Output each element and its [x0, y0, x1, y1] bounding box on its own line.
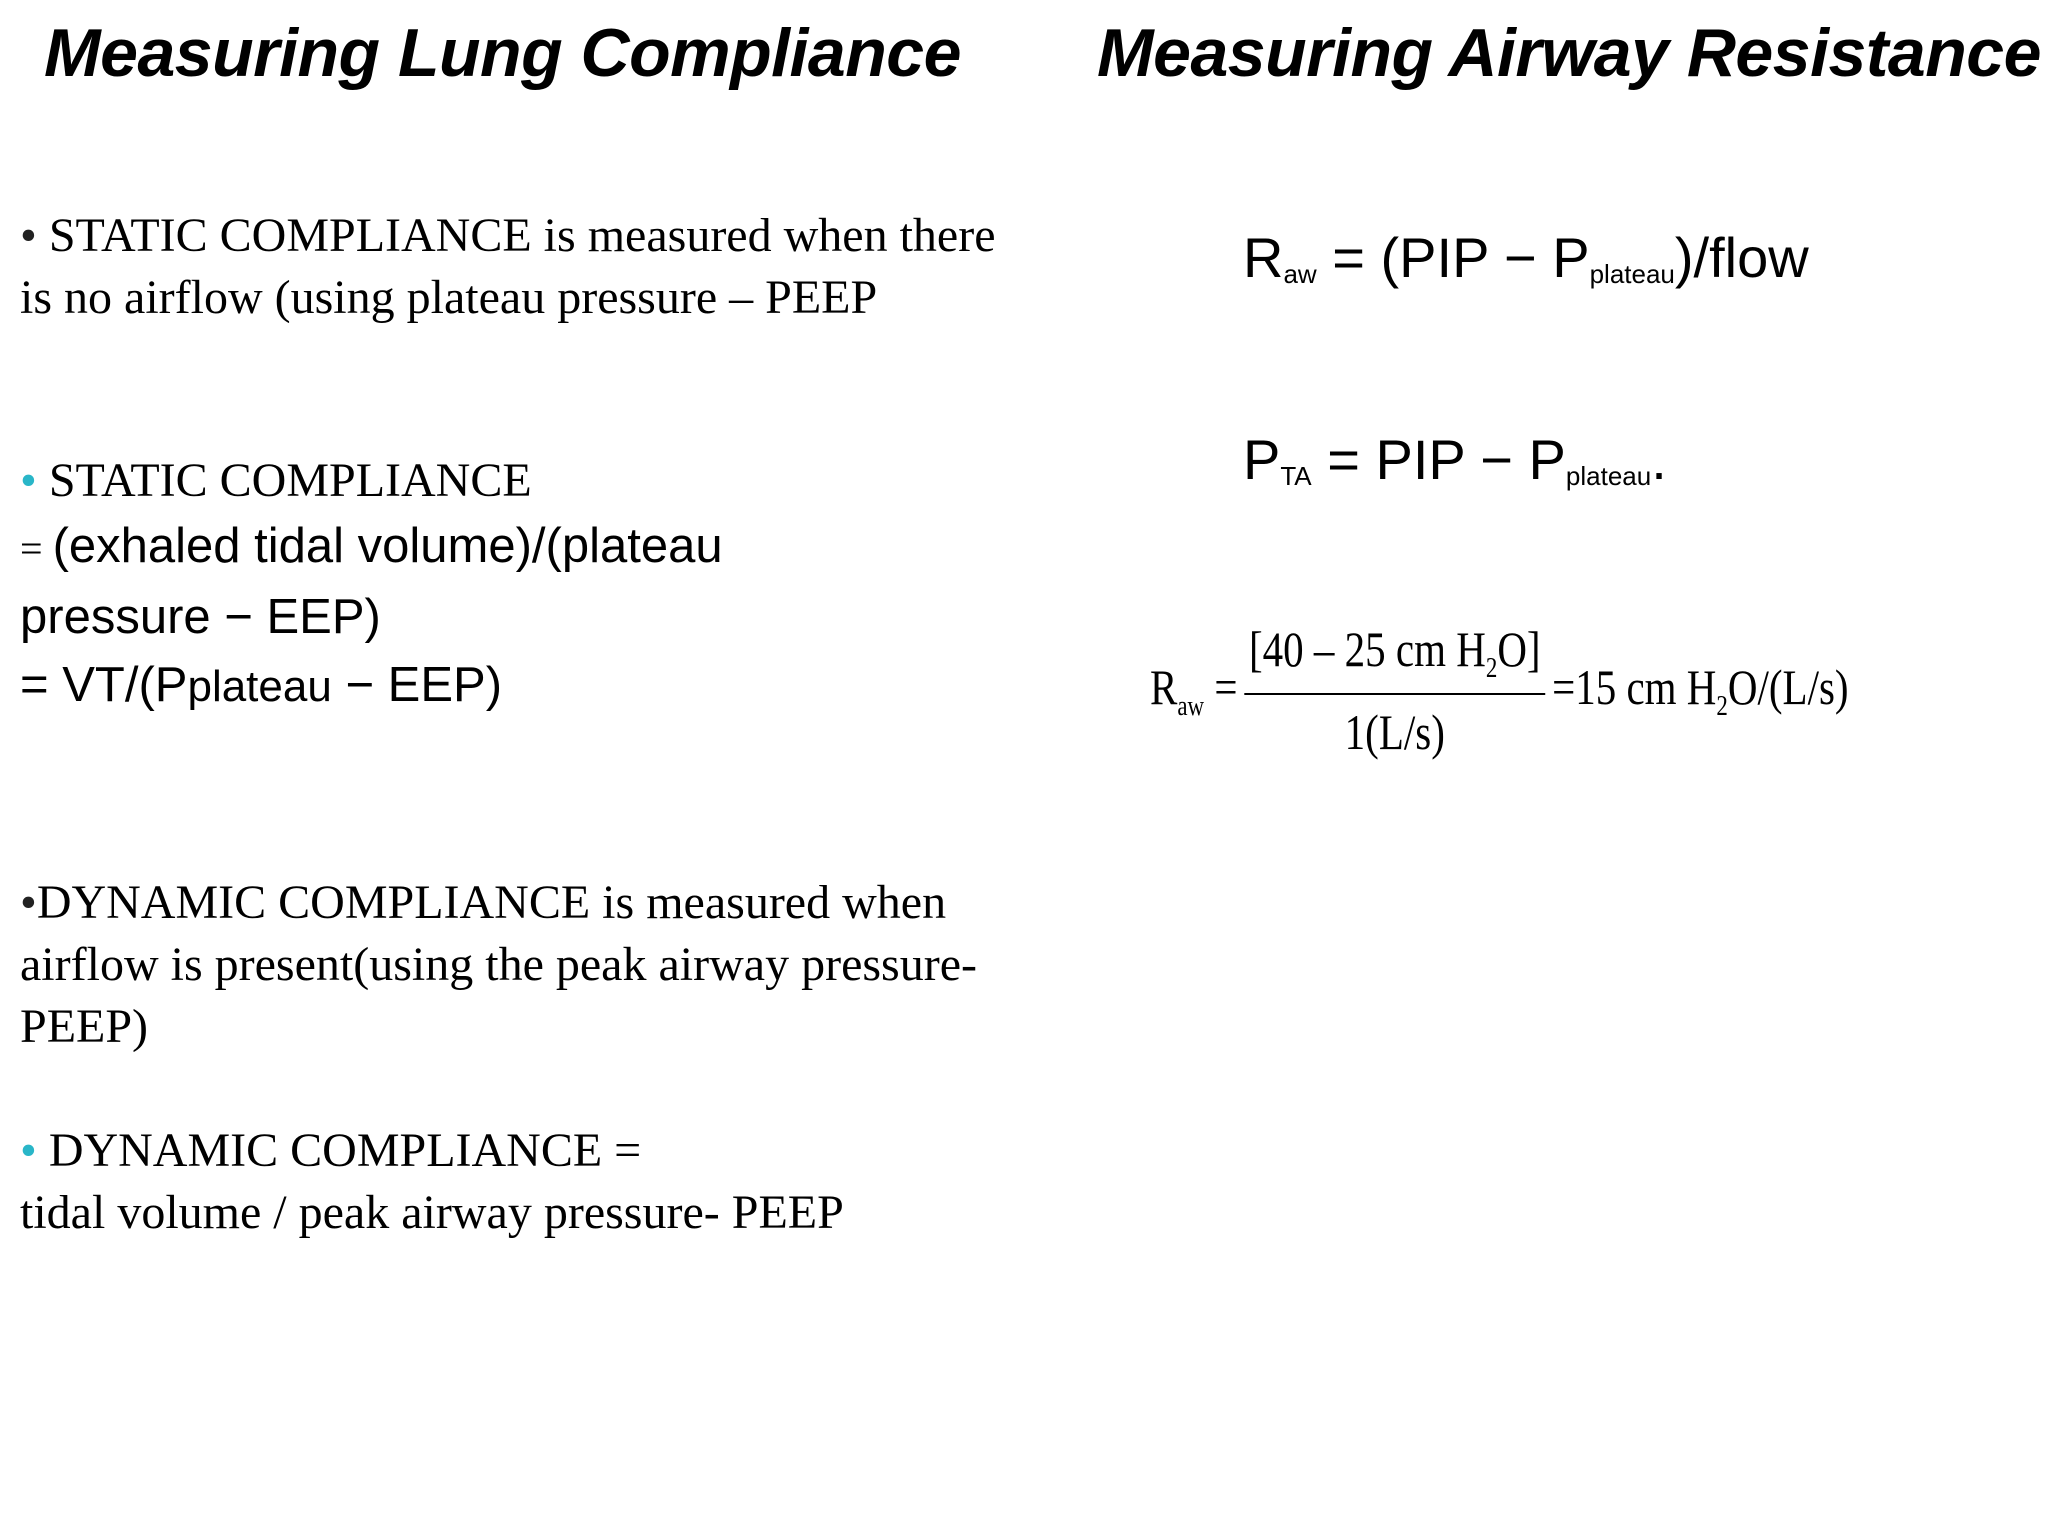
bullet: •	[20, 1124, 37, 1177]
bullet: •	[20, 454, 37, 507]
title-lung-compliance: Measuring Lung Compliance	[44, 15, 961, 91]
calc-result: =15 cm $H_2O/(L/s)$	[1552, 658, 1849, 722]
dynamic-compliance-description	[20, 872, 980, 1058]
static-compliance-text: STATIC COMPLIANCE is measured when there is no airflow (using plateau pressure – PEEP	[20, 209, 996, 324]
dynamic-compliance-label: DYNAMIC COMPLIANCE =	[36, 1124, 642, 1177]
static-compliance-description	[20, 205, 1020, 329]
bullet: •	[20, 209, 37, 262]
calc-fraction	[1244, 620, 1545, 761]
dynamic-compliance-text: DYNAMIC COMPLIANCE is measured when airflow is present(using the peak airway pressure- PEEP)	[20, 876, 977, 1053]
calc-denominator: 1(L/s)	[1344, 703, 1445, 760]
bullet: •	[20, 876, 37, 929]
airway-resistance-formula: $R_{aw} = (PIP$ − $P_{plateau}$)/flow	[1243, 226, 1809, 289]
static-compliance-formula	[20, 450, 860, 721]
transairway-pressure-formula: $P_{TA}$ = PIP − $P_{plateau}$.	[1243, 428, 1667, 491]
airway-resistance-calculation	[1150, 610, 1849, 770]
static-compliance-formula-line1: (exhaled tidal volume)/(plateau pressure − EEP)	[20, 519, 723, 644]
static-compliance-formula-line2: = VT/(Pplateau − EEP)	[20, 658, 503, 712]
static-compliance-label: STATIC COMPLIANCE	[36, 454, 532, 507]
calc-lhs: $R_{aw}$ =	[1150, 658, 1238, 722]
dynamic-compliance-formula-line: tidal volume / peak airway pressure- PEEP	[20, 1186, 844, 1239]
calc-numerator: [40 – 25 cm $H_2O$]	[1244, 620, 1545, 695]
title-airway-resistance: Measuring Airway Resistance	[1097, 15, 2041, 91]
equals-sign: =	[20, 526, 53, 571]
dynamic-compliance-formula	[20, 1120, 1020, 1244]
